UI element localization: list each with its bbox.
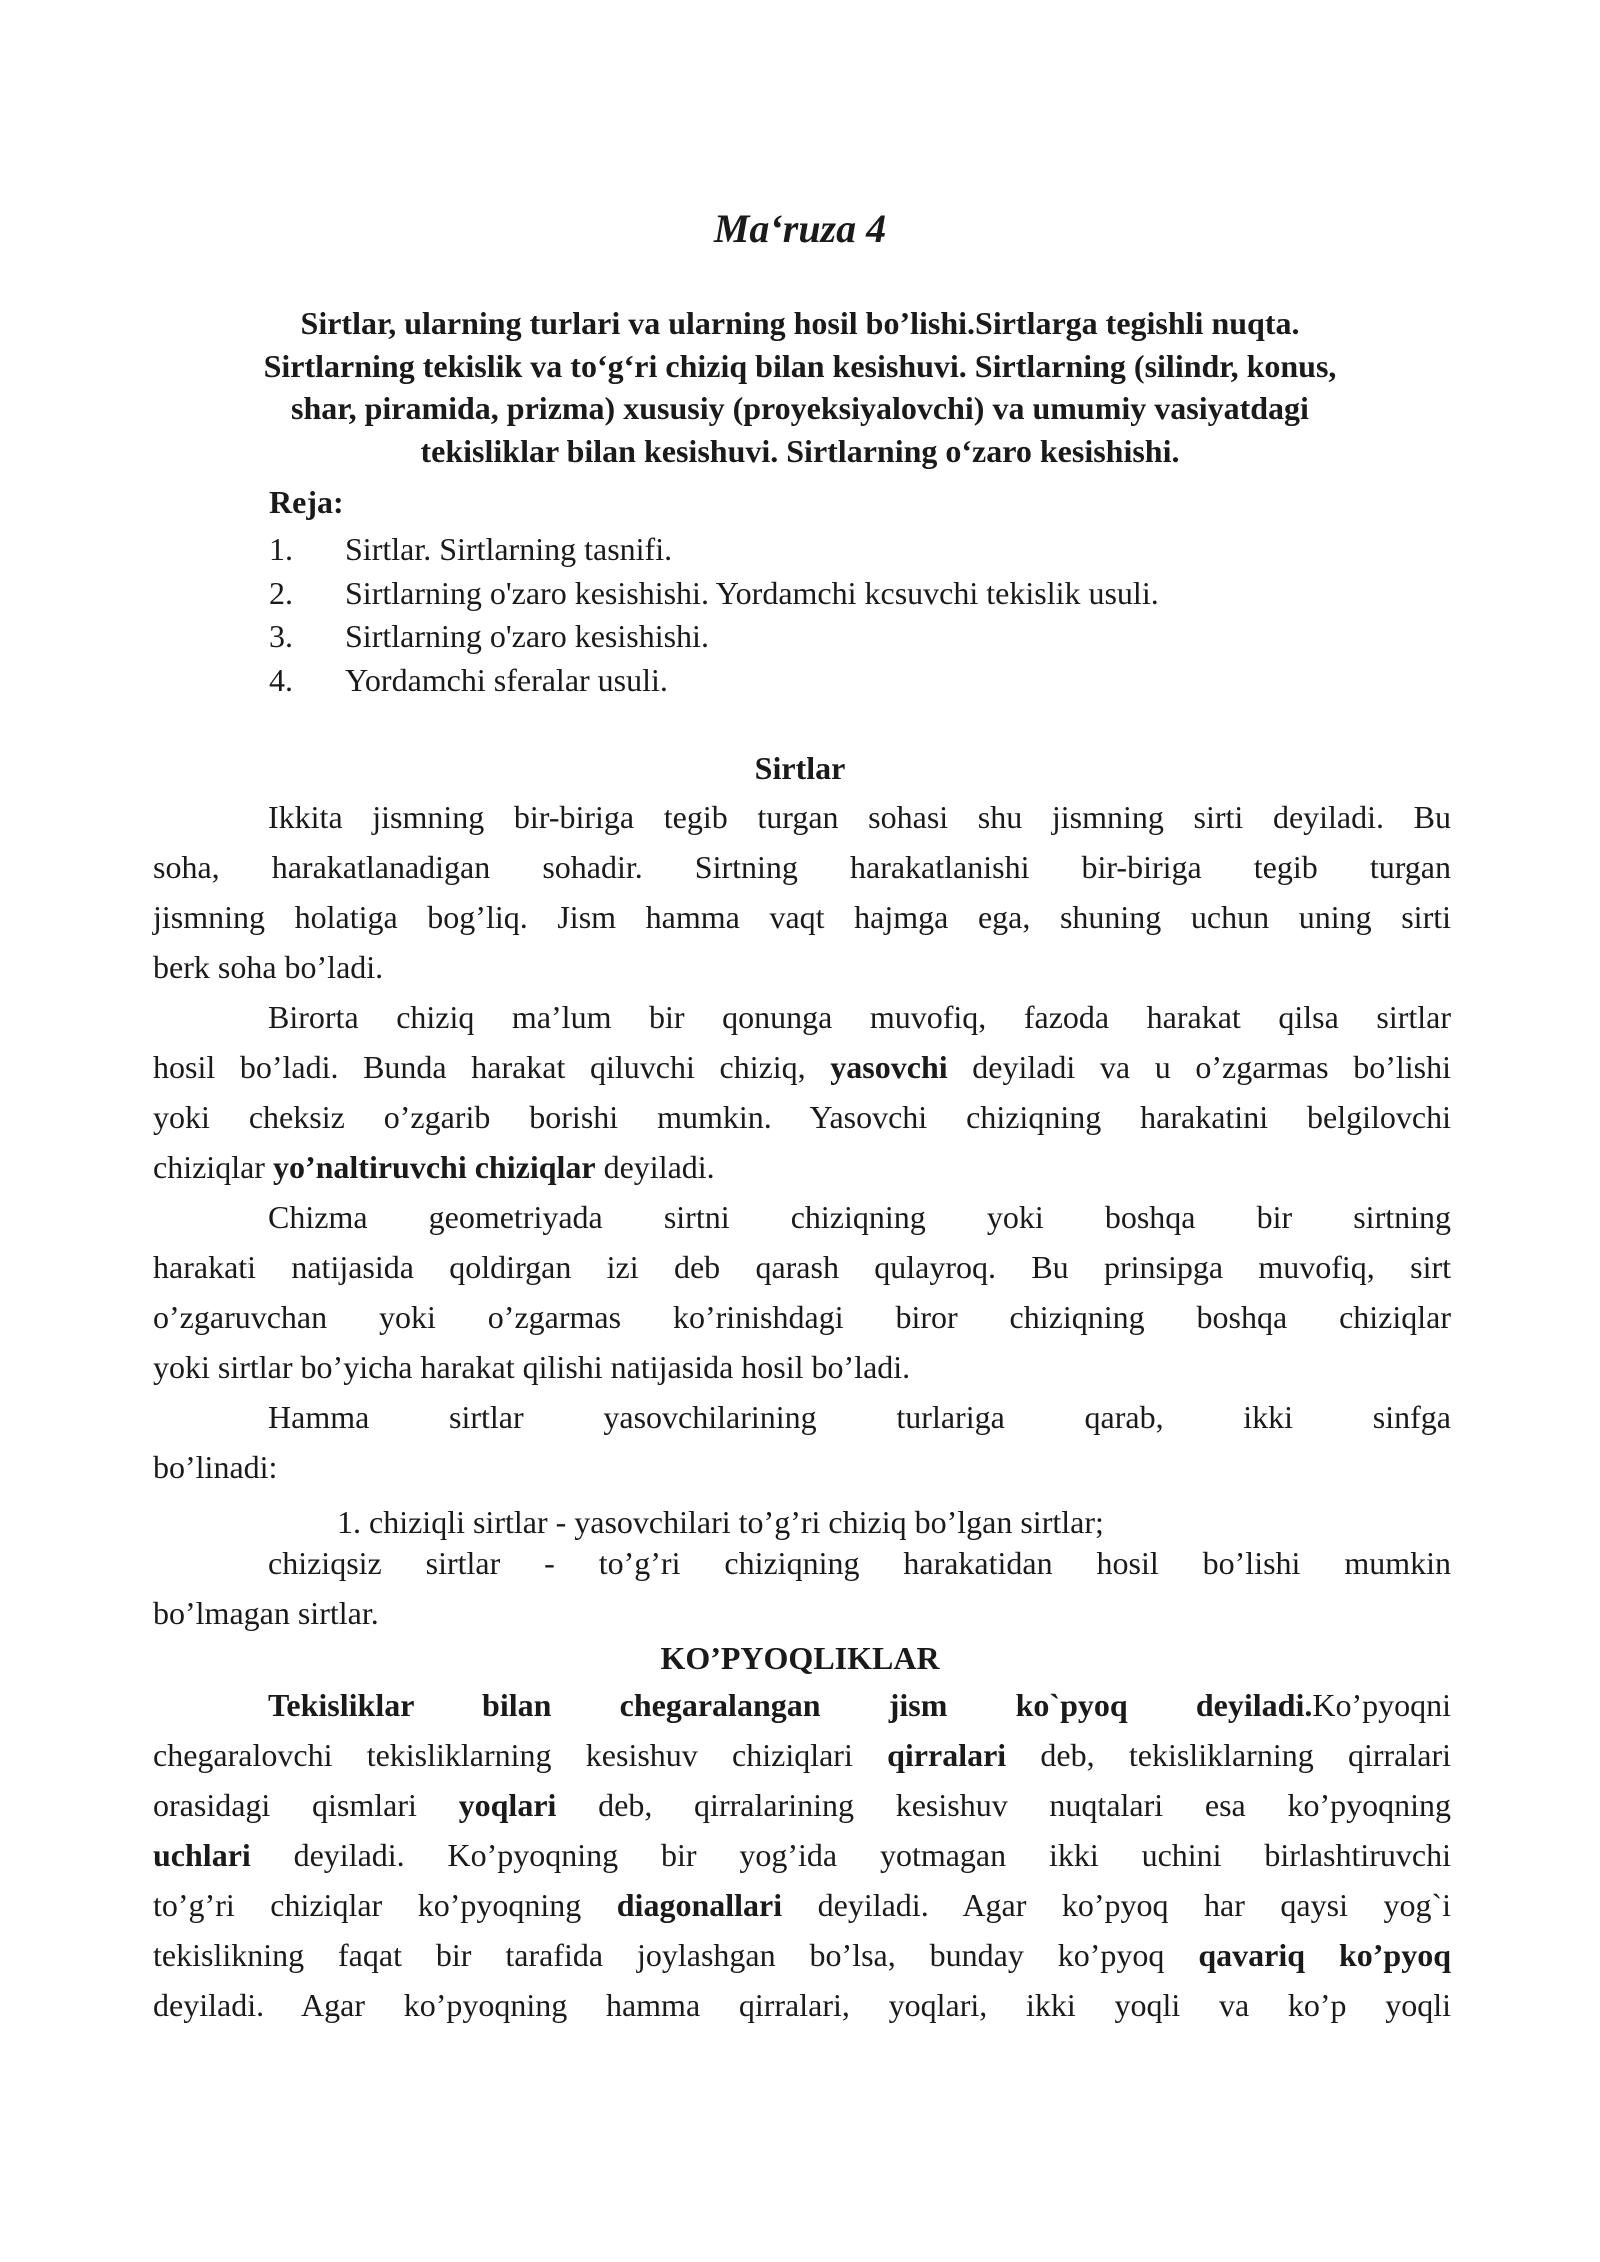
text-line [153, 1142, 1451, 1192]
definition-kopyoq: Tekisliklar bilan chegaralangan jism ko`pyoq deyiladi. [268, 1687, 1313, 1723]
plan-item-text: Sirtlarning o'zaro kesishishi. [345, 618, 709, 654]
text-run: orasidagi qismlari [153, 1787, 459, 1823]
text-run: deyiladi. [595, 1149, 715, 1185]
text-line [153, 1680, 1451, 1730]
lecture-title: Ma‘ruza 4 [713, 206, 887, 251]
text-run: chegaralovchi tekisliklarning kesishuv chiziqlari [153, 1737, 888, 1773]
text-run: tekislikning faqat bir tarafida joylashgan bo’lsa, bunday ko’pyoq [153, 1937, 1199, 1973]
plan-item [269, 615, 1469, 659]
topic-line: Sirtlar, ularning turlari va ularning hosil bo’lishi.Sirtlarga tegishli nuqta. [300, 305, 1300, 341]
text-line: Hamma sirtlar yasovchilarining turlariga qarab, ikki sinfga [268, 1399, 1451, 1435]
text-line [153, 1830, 1451, 1880]
plan-item-number: 4. [269, 661, 293, 698]
sublist-item: 1. chiziqli sirtlar - yasovchilari to’g’ri chiziq bo’lgan sirtlar; [337, 1504, 1104, 1540]
text-line: Birorta chiziq ma’lum bir qonunga muvofiq, fazoda harakat qilsa sirtlar [268, 999, 1451, 1035]
text-line [153, 1042, 1451, 1092]
term-yonaltiruvchi: yo’naltiruvchi chiziqlar [272, 1149, 596, 1185]
term-uchlari: uchlari [153, 1837, 251, 1873]
text-line [153, 1730, 1451, 1780]
text-line: Ikkita jismning bir-biriga tegib turgan sohasi shu jismning sirti deyiladi. Bu [268, 799, 1451, 835]
term-qirralari: qirralari [887, 1737, 1007, 1773]
text-line: chiziqsiz sirtlar - to’g’ri chiziqning harakatidan hosil bo’lishi mumkin [268, 1545, 1451, 1581]
plan-item-text: Sirtlar. Sirtlarning tasnifi. [345, 531, 673, 567]
text-line: bo’lmagan sirtlar. [153, 1595, 379, 1631]
plan-item [269, 572, 1469, 616]
text-run: deyiladi va u o’zgarmas bo’lishi [947, 1049, 1452, 1085]
text-line: bo’linadi: [153, 1449, 278, 1485]
plan-label: Reja: [269, 484, 344, 520]
term-yasovchi: yasovchi [830, 1049, 948, 1085]
plan-item [269, 528, 1469, 572]
text-run: deb, tekisliklarning qirralari [1006, 1737, 1452, 1773]
paragraph-chiziqsiz [153, 1538, 1451, 1638]
paragraph-classification [153, 1392, 1451, 1492]
text-line: harakati natijasida qoldirgan izi deb qarash qulayroq. Bu prinsipga muvofiq, sirt [153, 1249, 1451, 1285]
paragraph-yasovchi [153, 992, 1451, 1192]
text-line: jismning holatiga bog’liq. Jism hamma vaqt hajmga ega, shuning uchun uning sirti [153, 899, 1451, 935]
section-heading-kopyoqliklar: KO’PYOQLIKLAR [660, 1640, 940, 1676]
section-heading-sirtlar: Sirtlar [754, 750, 846, 786]
plan-item [269, 659, 1469, 703]
text-line: Chizma geometriyada sirtni chiziqning yoki boshqa bir sirtning [268, 1199, 1451, 1235]
text-line: o’zgaruvchan yoki o’zgarmas ko’rinishdagi biror chiziqning boshqa chiziqlar [153, 1299, 1451, 1335]
text-run: to’g’ri chiziqlar ko’pyoqning [153, 1887, 617, 1923]
text-line: soha, harakatlanadigan sohadir. Sirtning harakatlanishi bir-biriga tegib turgan [153, 849, 1451, 885]
text-line: berk soha bo’ladi. [153, 949, 384, 985]
text-line: yoki cheksiz o’zgarib borishi mumkin. Yasovchi chiziqning harakatini belgilovchi [153, 1099, 1451, 1135]
topic-line: Sirtlarning tekislik va to‘g‘ri chiziq bilan kesishuvi. Sirtlarning (silindr, konus, [263, 347, 1337, 384]
plan-item-number: 1. [269, 531, 293, 567]
text-run: chiziqlar [153, 1149, 273, 1185]
paragraph-chizma [153, 1192, 1451, 1392]
text-line: yoki sirtlar bo’yicha harakat qilishi natijasida hosil bo’ladi. [153, 1349, 911, 1385]
paragraph-kopyoq [153, 1680, 1451, 2030]
text-run: deyiladi. Agar ko’pyoq har qaysi yog`i [782, 1887, 1452, 1923]
term-diagonallari: diagonallari [616, 1887, 783, 1923]
text-run: deyiladi. Ko’pyoqning bir yog’ida yotmagan ikki uchini birlashtiruvchi [250, 1837, 1451, 1873]
plan-item-number: 2. [269, 574, 293, 611]
text-run: deb, qirralarining kesishuv nuqtalari esa ko’pyoqning [556, 1787, 1452, 1823]
topic-heading [140, 302, 1460, 472]
text-run: hosil bo’ladi. Bunda harakat qiluvchi chiziq, [153, 1049, 831, 1085]
paragraph-definition [153, 792, 1451, 992]
plan-item-text: Yordamchi sferalar usuli. [345, 661, 668, 698]
term-yoqlari: yoqlari [458, 1787, 557, 1823]
topic-line: shar, piramida, prizma) xususiy (proyeksiyalovchi) va umumiy vasiyatdagi [291, 390, 1309, 426]
plan-list [269, 528, 1469, 702]
term-qavariq-kopyoq: qavariq ko’pyoq [1198, 1937, 1452, 1973]
text-run: Ko’pyoqni [1312, 1687, 1451, 1723]
topic-line: tekisliklar bilan kesishuvi. Sirtlarning o‘zaro kesishishi. [420, 432, 1180, 469]
plan-item-text: Sirtlarning o'zaro kesishishi. Yordamchi kcsuvchi tekislik usuli. [345, 574, 1159, 611]
text-line [153, 1780, 1451, 1830]
text-line: deyiladi. Agar ko’pyoqning hamma qirralari, yoqlari, ikki yoqli va ko’p yoqli [153, 1987, 1451, 2023]
text-line [153, 1880, 1451, 1930]
text-line [153, 1930, 1451, 1980]
plan-item-number: 3. [269, 618, 293, 654]
